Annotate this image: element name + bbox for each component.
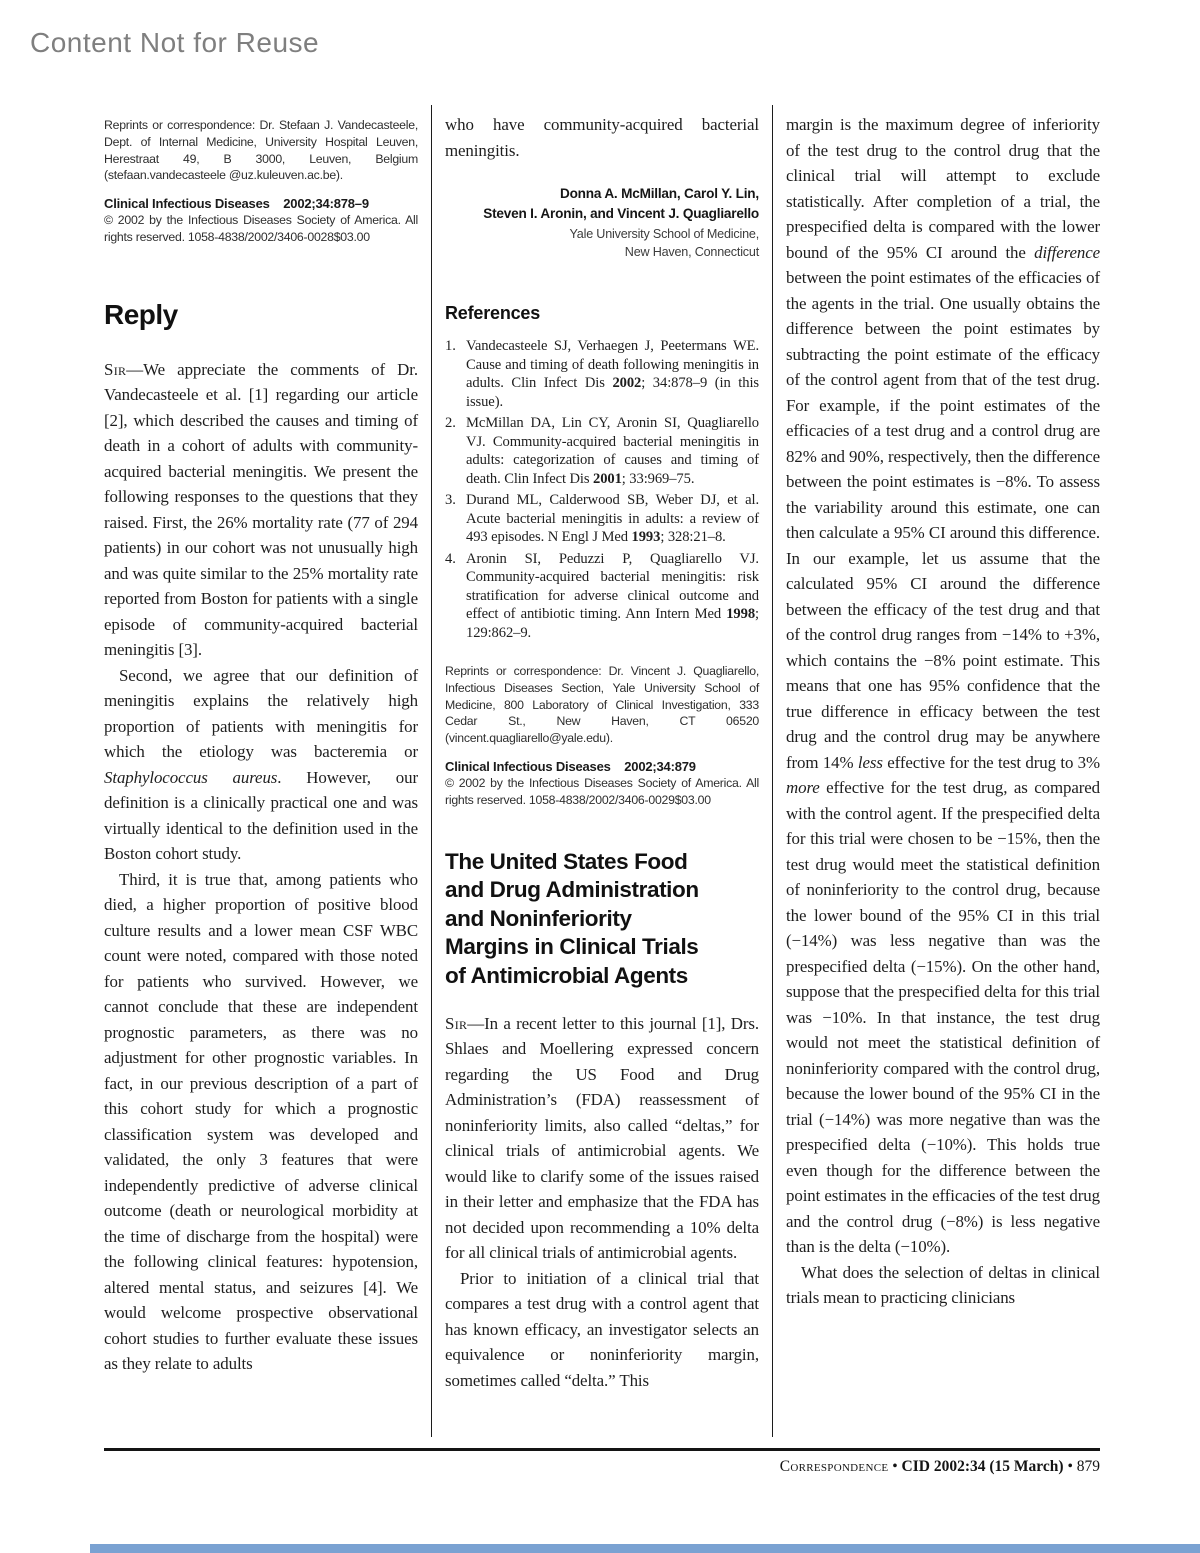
journal-citation-2: Clinical Infectious Diseases 2002;34:879 — [445, 758, 696, 774]
footer-section-label: Correspondence — [779, 1458, 889, 1475]
column-left — [104, 105, 418, 1437]
column-divider-1 — [431, 105, 432, 1437]
reference-number: 3. — [445, 492, 456, 508]
affiliation-line-2: New Haven, Connecticut — [624, 244, 759, 259]
column-right — [786, 105, 1100, 1437]
journal-citation: Clinical Infectious Diseases 2002;34:878–9 — [104, 196, 369, 212]
reference-text: Durand ML, Calderwood SB, Weber DJ, et al. Acute bacterial meningitis in adults: a review of 493 episodes. N Engl J Med 1993; 328:21–8. — [466, 492, 759, 545]
reprints-note-2: Reprints or correspondence: Dr. Vincent J. Quagliarello, Infectious Diseases Section, Yale University School of Medicine, 800 Laboratory of Clinical Investigation, 333 Cedar St., New Haven, CT 06520 (vincent.quagliarello@yale.edu). — [445, 664, 759, 746]
fda-paragraph-3: margin is the maximum degree of inferiority of the test drug to the control drug that the clinical trial will attempt to exclude statistically. After completion of a trial, the prespecified delta is compared with the lower bound of the 95% CI around the difference between the point estimates of the efficacies of the agents in the trial. One usually obtains the difference between the point estimates by subtracting the point estimate of the efficacy of the control agent from that of the test drug. For example, if the point estimates of the efficacies of a test drug and a control drug are 82% and 90%, respectively, then the difference between the point estimates is −8%. To assess the variability around this estimate, one can then calculate a 95% CI around this difference. In our example, let us assume that the calculated 95% CI around the difference between the efficacy of the test drug and that of the control drug ranges from −14% to +3%, which contains the −8% point estimate. This means that one has 95% confidence that the true difference in efficacy between the test drug and the control drug may be anywhere from 14% less effective for the test drug to 3% more effective for the test drug, as compared with the control agent. If the prespecified delta for this trial were chosen to be −15%, then the test drug would meet the statistical definition of noninferiority to the control drug, because the lower bound of the 95% CI in this trial (−14%) was less negative than was the prespecified delta (−15%). On the other hand, suppose that the prespecified delta for this trial was −10%. In that instance, the test drug would not meet the statistical definition of noninferiority compared with the control drug, because the lower bound of the 95% CI in the trial (−14%) was more negative than was the prespecified delta (−10%). This holds true even though for the difference between the point estimates in the efficacies of the test drug and the control drug (−8%) is less negative than is the delta (−10%). — [786, 115, 1100, 1256]
fda-paragraph-1: Sir—In a recent letter to this journal [1], Drs. Shlaes and Moellering expressed concern regarding the US Food and Drug Administration’s (FDA) reassessment of noninferiority limits, also called “deltas,” for clinical trials of antimicrobial agents. We would like to clarify some of the issues raised in their letter and emphasize that the FDA has not decided upon recommending a 10% delta for all clinical trials of antimicrobial agents. — [445, 1013, 759, 1263]
author-line-1: Donna A. McMillan, Carol Y. Lin, — [559, 186, 759, 201]
fda-title-line-5: of Antimicrobial Agents — [445, 962, 688, 988]
reference-number: 1. — [445, 338, 456, 354]
reference-text: Vandecasteele SJ, Verhaegen J, Peetermans WE. Cause and timing of death following meningitis in adults. Clin Infect Dis 2002; 34:878–9 (in this issue). — [466, 338, 759, 410]
reference-text: McMillan DA, Lin CY, Aronin SI, Quagliarello VJ. Community-acquired bacterial meningitis in adults: categorization of causes and timing of death. Clin Infect Dis 2001; 33:969–75. — [466, 415, 759, 487]
reference-item-3 — [445, 491, 759, 547]
content-columns — [104, 105, 1100, 1437]
footer-separator: • — [888, 1458, 902, 1475]
authors-block — [445, 184, 759, 223]
author-line-2: Steven I. Aronin, and Vincent J. Quagliarello — [483, 205, 759, 221]
column-middle — [445, 105, 759, 1437]
reference-number: 4. — [445, 550, 456, 567]
footer-citation: CID 2002:34 (15 March) — [901, 1458, 1064, 1475]
reply-heading: Reply — [104, 298, 178, 330]
footer-page-number: 879 — [1076, 1458, 1100, 1475]
fda-title-line-2: and Drug Administration — [445, 877, 699, 903]
copyright-note: © 2002 by the Infectious Diseases Society of America. All rights reserved. 1058-4838/2002/3406-0028$03.00 — [104, 213, 418, 244]
affiliation-block — [445, 226, 759, 261]
reference-text: Aronin SI, Peduzzi P, Quagliarello VJ. Community-acquired bacterial meningitis: risk stratification for adverse clinical outcome and effect of antibiotic timing. Ann Intern Med 1998; 129:862–9. — [466, 550, 759, 641]
bottom-bar — [90, 1544, 1200, 1553]
watermark-text: Content Not for Reuse — [30, 27, 320, 58]
reference-item-2 — [445, 414, 759, 488]
affiliation-line-1: Yale University School of Medicine, — [569, 227, 759, 241]
reply-paragraph-3: Third, it is true that, among patients who died, a higher proportion of positive blood culture results and a lower mean CSF WBC count were noted, compared with those noted for patients who survived. However, we cannot conclude that these are independent prognostic parameters, as there was no adjustment for other prognostic variables. In fact, in our previous description of a part of this cohort study for which a prognostic classification system was developed and validated, the only 3 features that were independently predictive of adverse clinical outcome (death or neurological morbidity at the time of discharge from the hospital) were the following clinical features: hypotension, altered mental status, and seizures [4]. We would welcome prospective observational cohort studies to further evaluate these issues as they relate to adults — [104, 869, 418, 1374]
references-heading: References — [445, 303, 541, 323]
reprints-note: Reprints or correspondence: Dr. Stefaan J. Vandecasteele, Dept. of Internal Medicine, University Hospital Leuven, Herestraat 49, B 3000, Leuven, Belgium (stefaan.vandecasteele @uz.kuleuven.ac.be). — [104, 118, 418, 183]
fda-paragraph-2: Prior to initiation of a clinical trial that compares a test drug with a control agent that has known efficacy, an investigator selects an equivalence or noninferiority margin, sometimes called “delta.” This — [445, 1268, 759, 1390]
fda-letter-title — [445, 848, 759, 991]
reply-continuation: who have community-acquired bacterial meningitis. — [445, 115, 759, 160]
copyright-note-2: © 2002 by the Infectious Diseases Society of America. All rights reserved. 1058-4838/2002/3406-0029$03.00 — [445, 775, 759, 807]
footer-separator: • — [1063, 1458, 1077, 1475]
reference-item-1 — [445, 337, 759, 411]
reference-number: 2. — [445, 415, 456, 431]
reply-paragraph-1: Sir—We appreciate the comments of Dr. Vandecasteele et al. [1] regarding our article [2], which described the causes and timing of death in a cohort of adults with community-acquired bacterial meningitis. We present the following responses to the questions that they raised. First, the 26% mortality rate (77 of 294 patients) in our cohort was not unusually high and was quite similar to the 25% mortality rate reported from Boston for patients with a single episode of community-acquired bacterial meningitis [3]. — [104, 359, 418, 660]
reply-paragraph-2: Second, we agree that our definition of meningitis explains the relatively high proportion of patients with meningitis for which the etiology was bacteremia or Staphylococcus aureus. However, our definition is a clinically practical one and was virtually identical to the definition used in the Boston cohort study. — [104, 665, 418, 864]
footer-rule — [104, 1448, 1100, 1451]
fda-title-line-3: and Noninferiority — [445, 905, 632, 931]
references-list — [445, 337, 759, 642]
fda-paragraph-4: What does the selection of deltas in clinical trials mean to practicing clinicians — [786, 1262, 1100, 1307]
fda-title-line-4: Margins in Clinical Trials — [445, 934, 699, 960]
column-divider-2 — [772, 105, 773, 1437]
reference-item-4 — [445, 550, 759, 643]
page-footer — [104, 1457, 1100, 1477]
fda-title-line-1: The United States Food — [445, 848, 688, 874]
